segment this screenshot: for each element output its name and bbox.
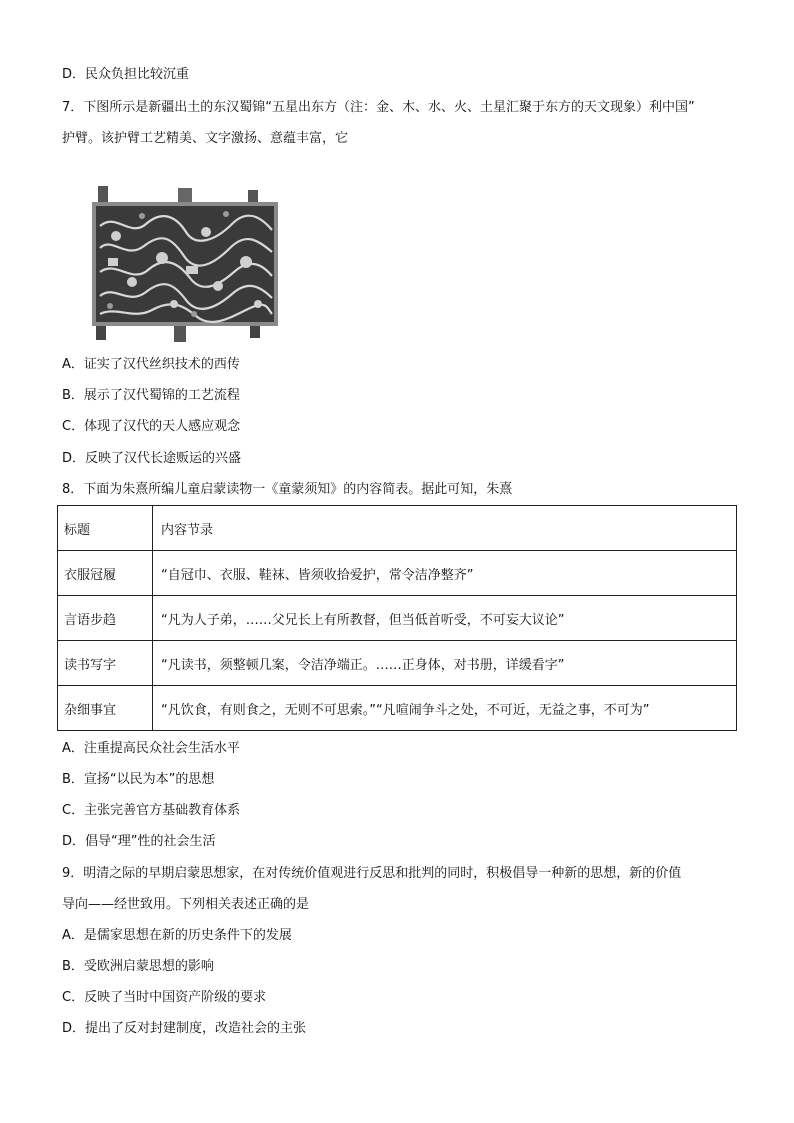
q8-option-d[interactable]: D．倡导“理”性的社会生活	[62, 834, 216, 849]
q9-option-c[interactable]: C．反映了当时中国资产阶级的要求	[62, 990, 267, 1005]
table-cell-content: “凡为人子弟，……父兄长上有所教督，但当低首听受，不可妄大议论”	[153, 596, 737, 641]
q9-option-a[interactable]: A．是儒家思想在新的历史条件下的发展	[62, 928, 292, 943]
table-row	[58, 551, 737, 596]
brocade-armguard-image	[86, 186, 282, 344]
q7-option-a[interactable]: A．证实了汉代丝织技术的西传	[62, 357, 240, 372]
q8-stem: 8．下面为朱熹所编儿童启蒙读物一《童蒙须知》的内容简表。据此可知，朱熹	[62, 482, 513, 497]
q6-option-d: D．民众负担比较沉重	[62, 67, 190, 82]
tongmeng-xuzhi-table	[57, 505, 737, 731]
table-header-row	[58, 506, 737, 551]
table-cell-content: “自冠巾、衣服、鞋袜、皆须收拾爱护，常令洁净整齐”	[153, 551, 737, 596]
table-cell-title: 衣服冠履	[58, 551, 153, 596]
table-row	[58, 686, 737, 731]
q9-stem-line2: 导向——经世致用。下列相关表述正确的是	[62, 897, 310, 912]
table-header-cell: 标题	[58, 506, 153, 551]
q7-stem-line2: 护臂。该护臂工艺精美、文字激扬、意蕴丰富，它	[62, 131, 349, 146]
table-row	[58, 596, 737, 641]
q8-option-b[interactable]: B．宣扬“以民为本”的思想	[62, 772, 215, 787]
q7-option-d[interactable]: D．反映了汉代长途贩运的兴盛	[62, 451, 242, 466]
table-row	[58, 641, 737, 686]
table-cell-content: “凡读书，须整顿几案，令洁净端正。……正身体，对书册，详缓看字”	[153, 641, 737, 686]
q9-option-d[interactable]: D．提出了反对封建制度，改造社会的主张	[62, 1021, 307, 1036]
table-cell-title: 杂细事宜	[58, 686, 153, 731]
table-cell-title: 读书写字	[58, 641, 153, 686]
q7-option-b[interactable]: B．展示了汉代蜀锦的工艺流程	[62, 388, 240, 403]
table-cell-content: “凡饮食，有则食之，无则不可思索。”“凡喧闹争斗之处，不可近，无益之事，不可为”	[153, 686, 737, 731]
q8-option-a[interactable]: A．注重提高民众社会生活水平	[62, 741, 240, 756]
q9-option-b[interactable]: B．受欧洲启蒙思想的影响	[62, 959, 214, 974]
q8-option-c[interactable]: C．主张完善官方基础教育体系	[62, 803, 241, 818]
table-cell-title: 言语步趋	[58, 596, 153, 641]
q9-stem-line1: 9．明清之际的早期启蒙思想家，在对传统价值观进行反思和批判的同时，积极倡导一种新的思想，新的价值	[62, 866, 682, 881]
q7-stem-line1: 7．下图所示是新疆出土的东汉蜀锦“五星出东方（注：金、木、水、火、土星汇聚于东方的天文现象）利中国”	[62, 100, 695, 115]
q7-option-c[interactable]: C．体现了汉代的天人感应观念	[62, 419, 241, 434]
table-header-cell: 内容节录	[153, 506, 737, 551]
